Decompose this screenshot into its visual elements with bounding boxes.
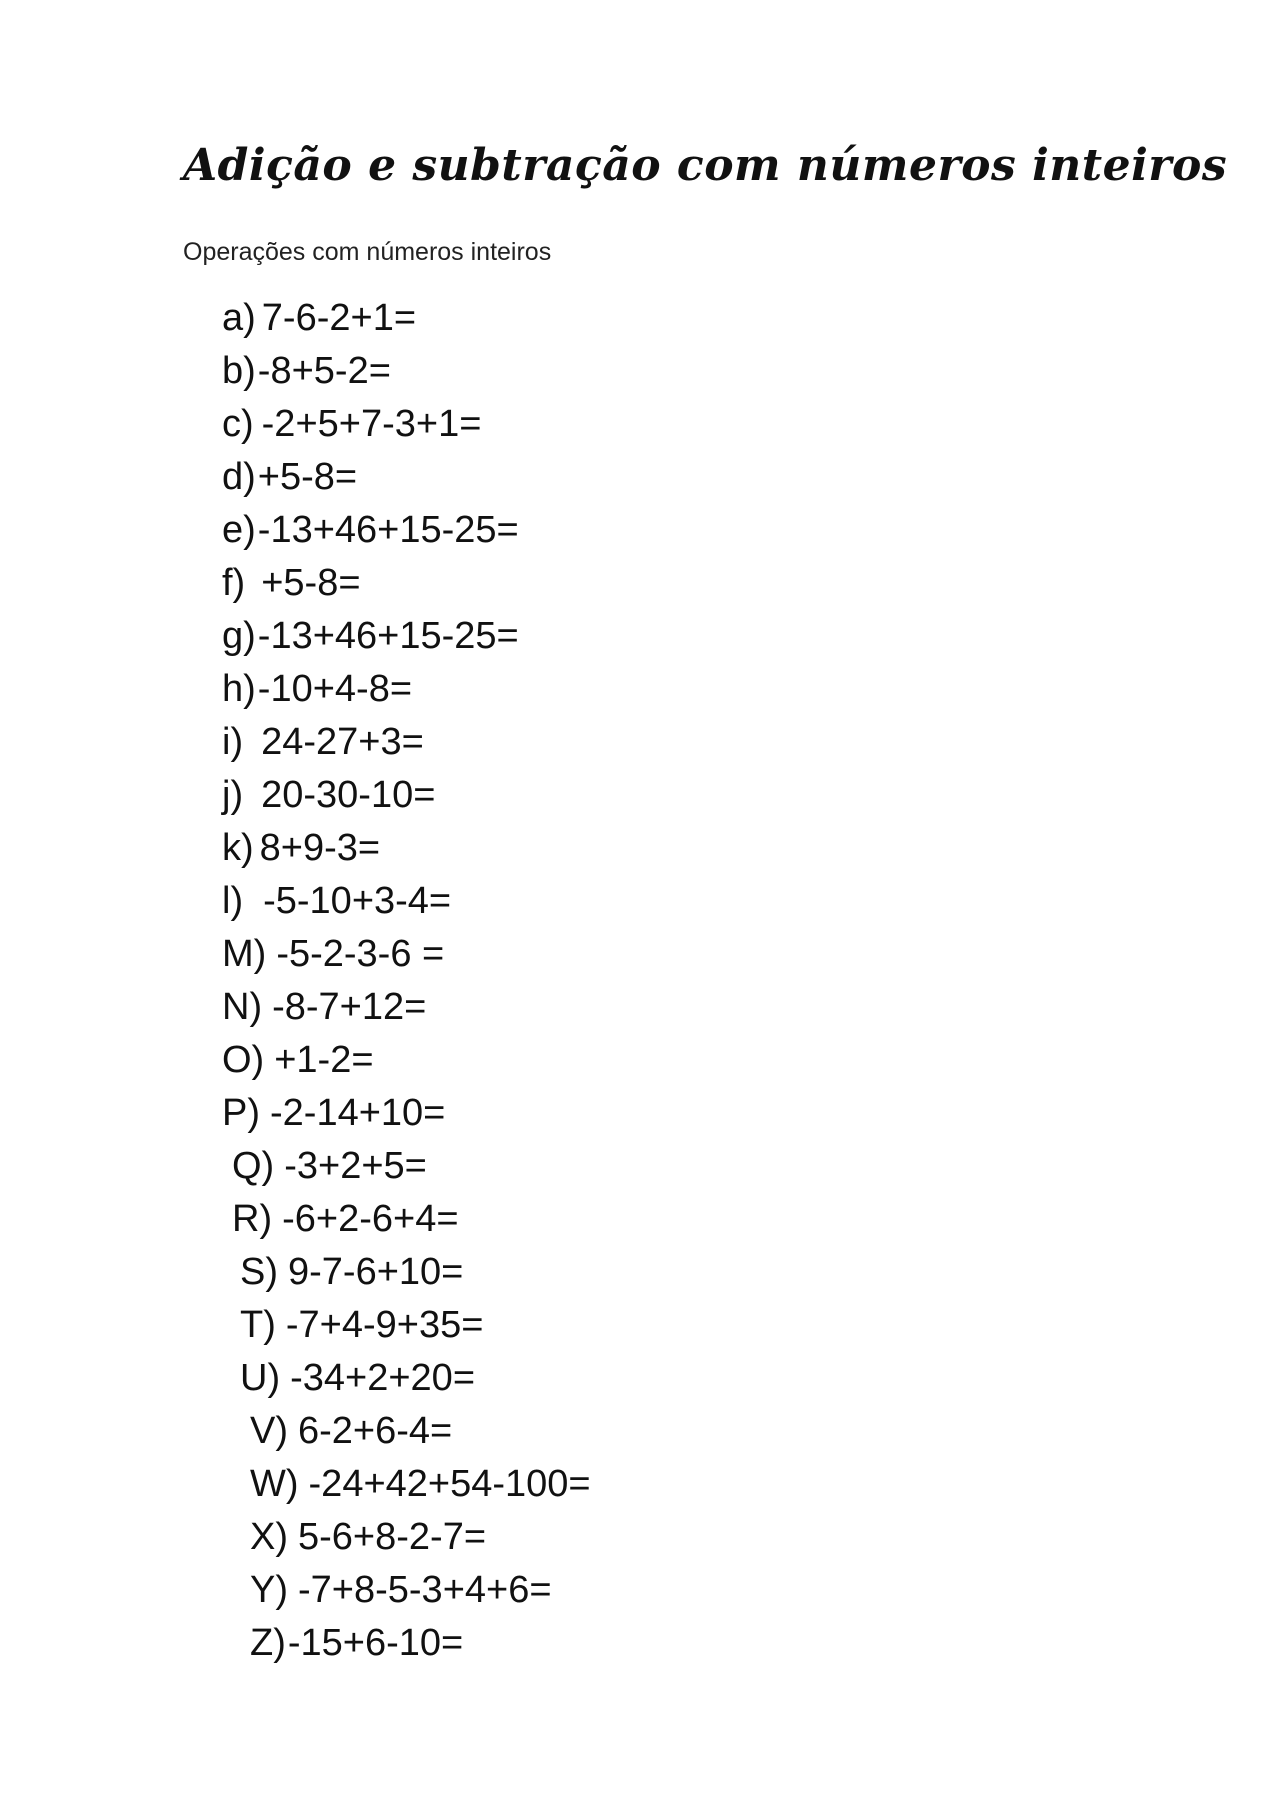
exercise-item [0,1034,591,1087]
exercise-expression: -5-2-3-6 = [276,933,445,975]
exercise-label: i) [222,721,244,763]
page-title: Adição e subtração com números inteiros [183,140,1228,191]
exercise-label: W) [250,1463,299,1505]
exercise-expression: -2+5+7-3+1= [261,403,482,445]
exercise-expression: +5-8= [261,562,361,604]
exercise-item [0,716,591,769]
exercise-item [0,1564,591,1617]
exercise-item [0,1299,591,1352]
exercise-item [0,292,591,345]
exercise-item [0,504,591,557]
exercise-label: j) [222,774,244,816]
exercise-item [0,1617,591,1670]
exercise-label: Z) [250,1622,286,1664]
exercise-item [0,1193,591,1246]
exercise-item [0,875,591,928]
exercise-expression: -7+8-5-3+4+6= [298,1569,552,1611]
exercise-item [0,928,591,981]
exercise-expression: -13+46+15-25= [257,615,519,657]
exercise-item [0,1405,591,1458]
exercise-item [0,769,591,822]
exercise-label: d) [222,456,256,498]
exercise-expression: +1-2= [274,1039,374,1081]
exercise-label: M) [222,933,267,975]
exercise-label: h) [222,668,256,710]
exercise-item [0,398,591,451]
exercise-label: U) [240,1357,281,1399]
exercise-expression: 24-27+3= [261,721,424,763]
exercise-label: S) [240,1251,278,1293]
exercise-list [0,292,591,1670]
exercise-item [0,345,591,398]
exercise-expression: 5-6+8-2-7= [298,1516,487,1558]
exercise-label: f) [222,562,246,604]
exercise-label: P) [222,1092,260,1134]
exercise-expression: -2-14+10= [270,1092,446,1134]
exercise-expression: -24+42+54-100= [308,1463,591,1505]
page-subtitle: Operações com números inteiros [183,238,552,266]
exercise-expression: +5-8= [257,456,358,498]
exercise-label: O) [222,1039,265,1081]
exercise-label: N) [222,986,263,1028]
exercise-expression: -13+46+15-25= [257,509,519,551]
exercise-expression: 6-2+6-4= [298,1410,453,1452]
exercise-expression: 20-30-10= [261,774,436,816]
exercise-expression: -6+2-6+4= [282,1198,459,1240]
exercise-expression: -34+2+20= [290,1357,476,1399]
exercise-item [0,1352,591,1405]
exercise-expression: -3+2+5= [284,1145,427,1187]
exercise-item [0,822,591,875]
exercise-expression: -5-10+3-4= [263,880,452,922]
exercise-label: R) [232,1198,273,1240]
exercise-expression: 8+9-3= [259,827,381,869]
exercise-item [0,1140,591,1193]
exercise-label: l) [222,880,244,922]
exercise-label: k) [222,827,254,869]
exercise-label: a) [222,297,256,339]
exercise-label: Y) [250,1569,288,1611]
exercise-expression: 7-6-2+1= [261,297,417,339]
exercise-item [0,981,591,1034]
exercise-expression: -8+5-2= [257,350,391,392]
exercise-label: c) [222,403,254,445]
exercise-expression: -15+6-10= [287,1622,464,1664]
exercise-expression: -7+4-9+35= [285,1304,484,1346]
exercise-expression: -8-7+12= [272,986,427,1028]
exercise-label: X) [250,1516,288,1558]
exercise-item [0,610,591,663]
exercise-label: T) [240,1304,276,1346]
exercise-item [0,1458,591,1511]
exercise-item [0,1511,591,1564]
exercise-expression: 9-7-6+10= [288,1251,464,1293]
exercise-label: e) [222,509,256,551]
exercise-item [0,663,591,716]
exercise-label: g) [222,615,256,657]
exercise-item [0,1087,591,1140]
exercise-item [0,1246,591,1299]
exercise-item [0,557,591,610]
exercise-item [0,451,591,504]
exercise-label: Q) [232,1145,275,1187]
exercise-label: V) [250,1410,288,1452]
exercise-expression: -10+4-8= [257,668,413,710]
exercise-label: b) [222,350,256,392]
